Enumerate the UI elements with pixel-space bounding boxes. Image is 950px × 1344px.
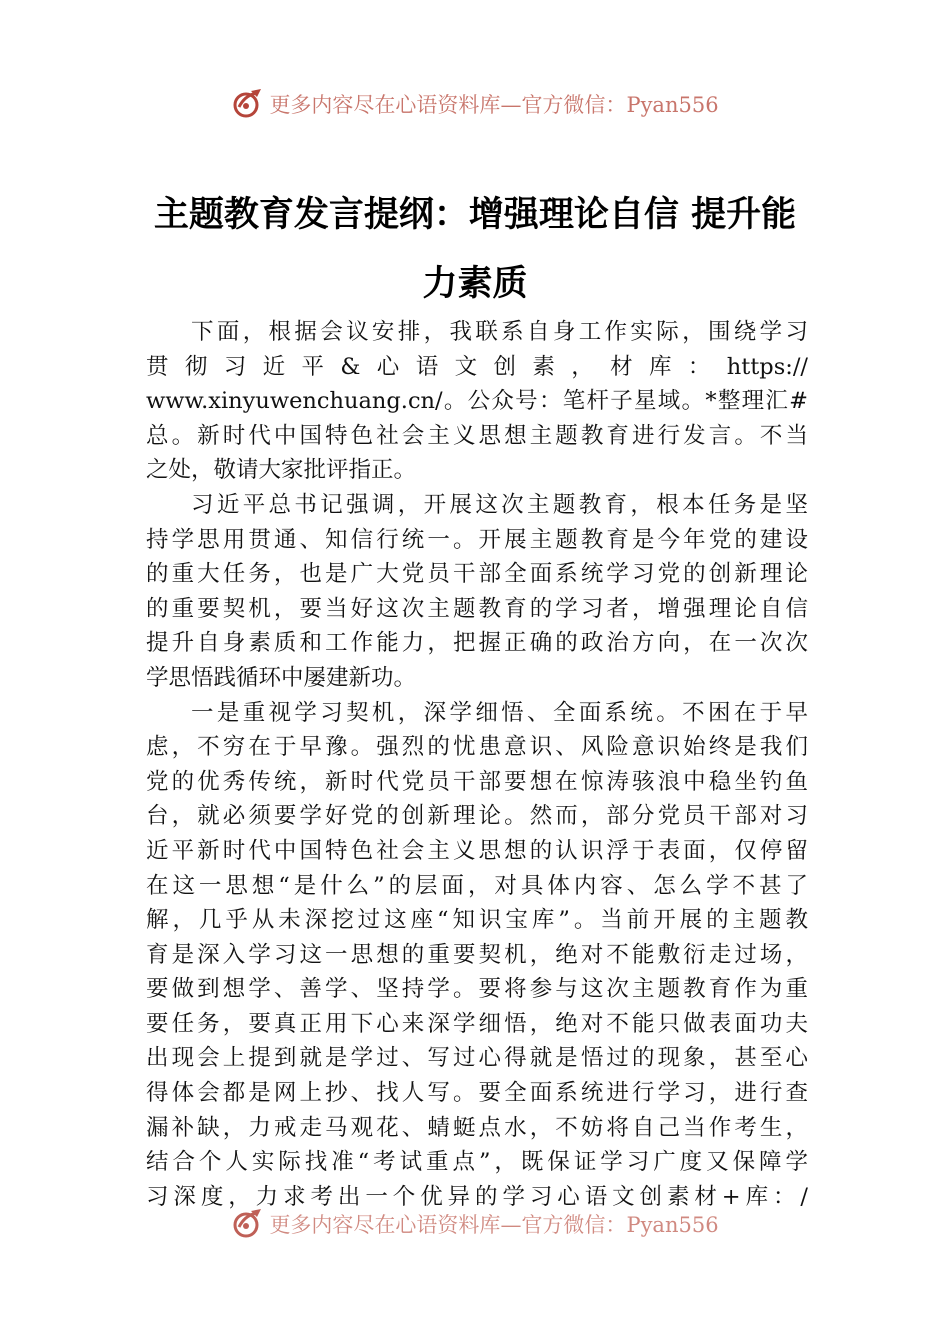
text-line: 学思悟践循环中屡建新功。 bbox=[146, 664, 417, 691]
paragraph-3 bbox=[146, 696, 808, 1215]
text-line: 之处，敬请大家批评指正。 bbox=[146, 457, 417, 484]
watermark-text: 更多内容尽在心语资料库—官方微信：Pyan556 bbox=[269, 1213, 719, 1237]
text-line: 下面，根据会议安排，我联系自身工作实际，围绕学习 bbox=[191, 319, 808, 345]
logo-icon bbox=[231, 1207, 265, 1241]
header-watermark-banner bbox=[0, 82, 950, 126]
text-line: 习近平总书记强调，开展这次主题教育，根本任务是坚 bbox=[191, 491, 808, 518]
text-line: 解，几乎从未深挖过这座“知识宝库”。当前开展的主题教 bbox=[146, 907, 808, 934]
paragraph-2 bbox=[146, 488, 808, 696]
text-line: 贯彻习近平&心语文创素，材库：https:// bbox=[146, 353, 808, 380]
text-line: 党的优秀传统，新时代党员干部要想在惊涛骇浪中稳坐钓鱼 bbox=[146, 768, 808, 795]
text-line: 总。新时代中国特色社会主义思想主题教育进行发言。不当 bbox=[146, 422, 808, 449]
text-line: 要做到想学、善学、坚持学。要将参与这次主题教育作为重 bbox=[146, 976, 808, 1003]
document-title-line-2: 力素质 bbox=[422, 263, 528, 304]
text-line: 出现会上提到就是学过、写过心得就是悟过的现象，甚至心 bbox=[146, 1045, 808, 1072]
paragraph-intro bbox=[146, 315, 808, 488]
text-line: 得体会都是网上抄、找人写。要全面系统进行学习，进行查 bbox=[146, 1080, 808, 1107]
text-line: 近平新时代中国特色社会主义思想的认识浮于表面，仅停留 bbox=[146, 837, 808, 864]
text-line: 结合个人实际找准“考试重点”，既保证学习广度又保障学 bbox=[146, 1149, 808, 1176]
text-line: 提升自身素质和工作能力，把握正确的政治方向，在一次次 bbox=[146, 630, 808, 657]
text-line: 的重要契机，要当好这次主题教育的学习者，增强理论自信 bbox=[146, 595, 808, 622]
text-line: 虑，不穷在于早豫。强烈的忧患意识、风险意识始终是我们 bbox=[146, 734, 808, 761]
text-line: 台，就必须要学好党的创新理论。然而，部分党员干部对习 bbox=[146, 803, 808, 830]
text-line: 一是重视学习契机，深学细悟、全面系统。不困在于早 bbox=[191, 699, 808, 726]
watermark-text: 更多内容尽在心语资料库—官方微信：Pyan556 bbox=[269, 93, 719, 117]
document-body bbox=[146, 315, 808, 1214]
text-line: 在这一思想“是什么”的层面，对具体内容、怎么学不甚了 bbox=[146, 872, 808, 899]
text-line: 习深度，力求考出一个优异的学习心语文创素材+库：/ bbox=[146, 1183, 808, 1210]
text-line: 漏补缺，力戒走马观花、蜻蜓点水，不妨将自己当作考生， bbox=[146, 1114, 808, 1141]
text-line: 要任务，要真正用下心来深学细悟，绝对不能只做表面功夫 bbox=[146, 1010, 808, 1037]
text-line: 育是深入学习这一思想的重要契机，绝对不能敷衍走过场， bbox=[146, 941, 808, 968]
text-line: 的重大任务，也是广大党员干部全面系统学习党的创新理论 bbox=[146, 561, 808, 588]
text-line: 持学思用贯通、知信行统一。开展主题教育是今年党的建设 bbox=[146, 526, 808, 553]
document-title-line-1: 主题教育发言提纲：增强理论自信 提升能 bbox=[153, 194, 797, 235]
footer-watermark-banner bbox=[0, 1202, 950, 1246]
logo-icon bbox=[231, 87, 265, 121]
text-line: www.xinyuwenchuang.cn/。公众号：笔杆子星域。*整理汇# bbox=[146, 388, 808, 415]
